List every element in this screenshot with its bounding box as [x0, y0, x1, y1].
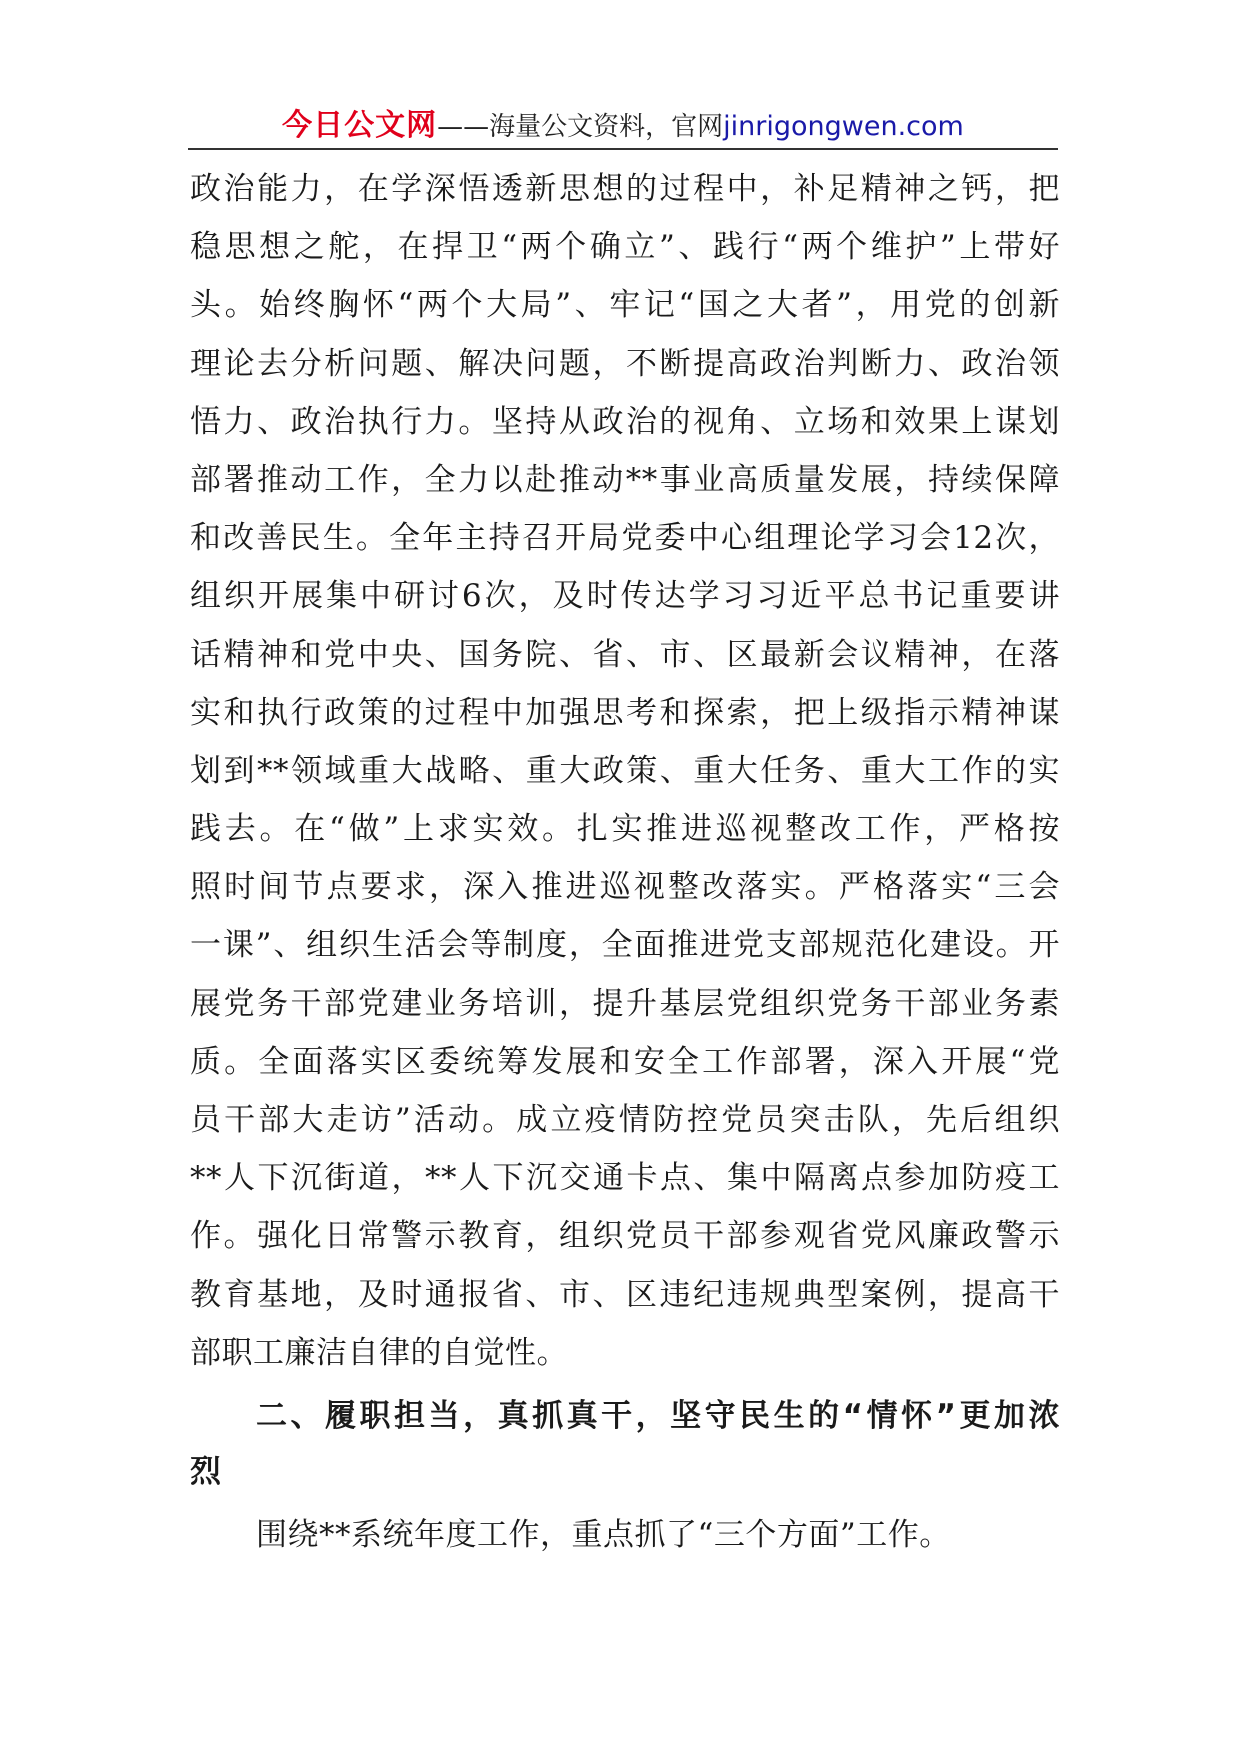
- text-line: 和改善民生。全年主持召开局党委中心组理论学习会12次，: [190, 520, 1060, 557]
- text-line: 质。全面落实区委统筹发展和安全工作部署，深入开展“党: [190, 1043, 1060, 1080]
- paragraph-political-ability: [190, 160, 1060, 1382]
- site-tagline: ——海量公文资料，官网: [437, 112, 724, 142]
- text-line: 悟力、政治执行力。坚持从政治的视角、立场和效果上谋划: [190, 403, 1060, 440]
- section-heading: [190, 1388, 1060, 1500]
- text-line: 实和执行政策的过程中加强思考和探索，把上级指示精神谋: [190, 694, 1060, 731]
- text-line: 部职工廉洁自律的自觉性。: [190, 1334, 568, 1371]
- paragraph-intro: [190, 1506, 1060, 1564]
- text-line: 展党务干部党建业务培训，提升基层党组织党务干部业务素: [190, 985, 1060, 1022]
- text-line: 践去。在“做”上求实效。扎实推进巡视整改工作，严格按: [190, 811, 1060, 848]
- text-line: 教育基地，及时通报省、市、区违纪违规典型案例，提高干: [190, 1276, 1060, 1313]
- site-brand[interactable]: 今日公文网: [282, 108, 438, 143]
- text-line: 组织开展集中研讨6次，及时传达学习习近平总书记重要讲: [190, 578, 1060, 615]
- text-line: 话精神和党中央、国务院、省、市、区最新会议精神，在落: [190, 636, 1060, 673]
- text-line: 政治能力，在学深悟透新思想的过程中，补足精神之钙，把: [190, 171, 1060, 207]
- heading-line: 烈: [190, 1453, 222, 1490]
- text-line: 部署推动工作，全力以赴推动**事业高质量发展，持续保障: [190, 461, 1060, 498]
- text-line: 头。始终胸怀“两个大局”、牢记“国之大者”，用党的创新: [190, 287, 1060, 324]
- text-line: 作。强化日常警示教育，组织党员干部参观省党风廉政警示: [190, 1218, 1060, 1255]
- text-line: 理论去分析问题、解决问题，不断提高政治判断力、政治领: [190, 345, 1060, 382]
- header-divider: [188, 148, 1058, 150]
- document-body: [190, 160, 1060, 1564]
- text-line: 照时间节点要求，深入推进巡视整改落实。严格落实“三会: [190, 869, 1060, 906]
- heading-line: 二、履职担当，真抓真干，坚守民生的“情怀”更加浓: [256, 1397, 1060, 1434]
- text-line: 围绕**系统年度工作，重点抓了“三个方面”工作。: [256, 1516, 951, 1553]
- site-url-link[interactable]: jinrigongwen.com: [723, 111, 964, 142]
- site-header: [188, 100, 1058, 150]
- text-line: **人下沉街道，**人下沉交通卡点、集中隔离点参加防疫工: [190, 1160, 1060, 1197]
- text-line: 员干部大走访”活动。成立疫情防控党员突击队，先后组织: [190, 1102, 1060, 1138]
- text-line: 稳思想之舵，在捍卫“两个确立”、践行“两个维护”上带好: [190, 229, 1060, 266]
- text-line: 一课”、组织生活会等制度，全面推进党支部规范化建设。开: [190, 927, 1060, 964]
- text-line: 划到**领域重大战略、重大政策、重大任务、重大工作的实: [190, 752, 1060, 789]
